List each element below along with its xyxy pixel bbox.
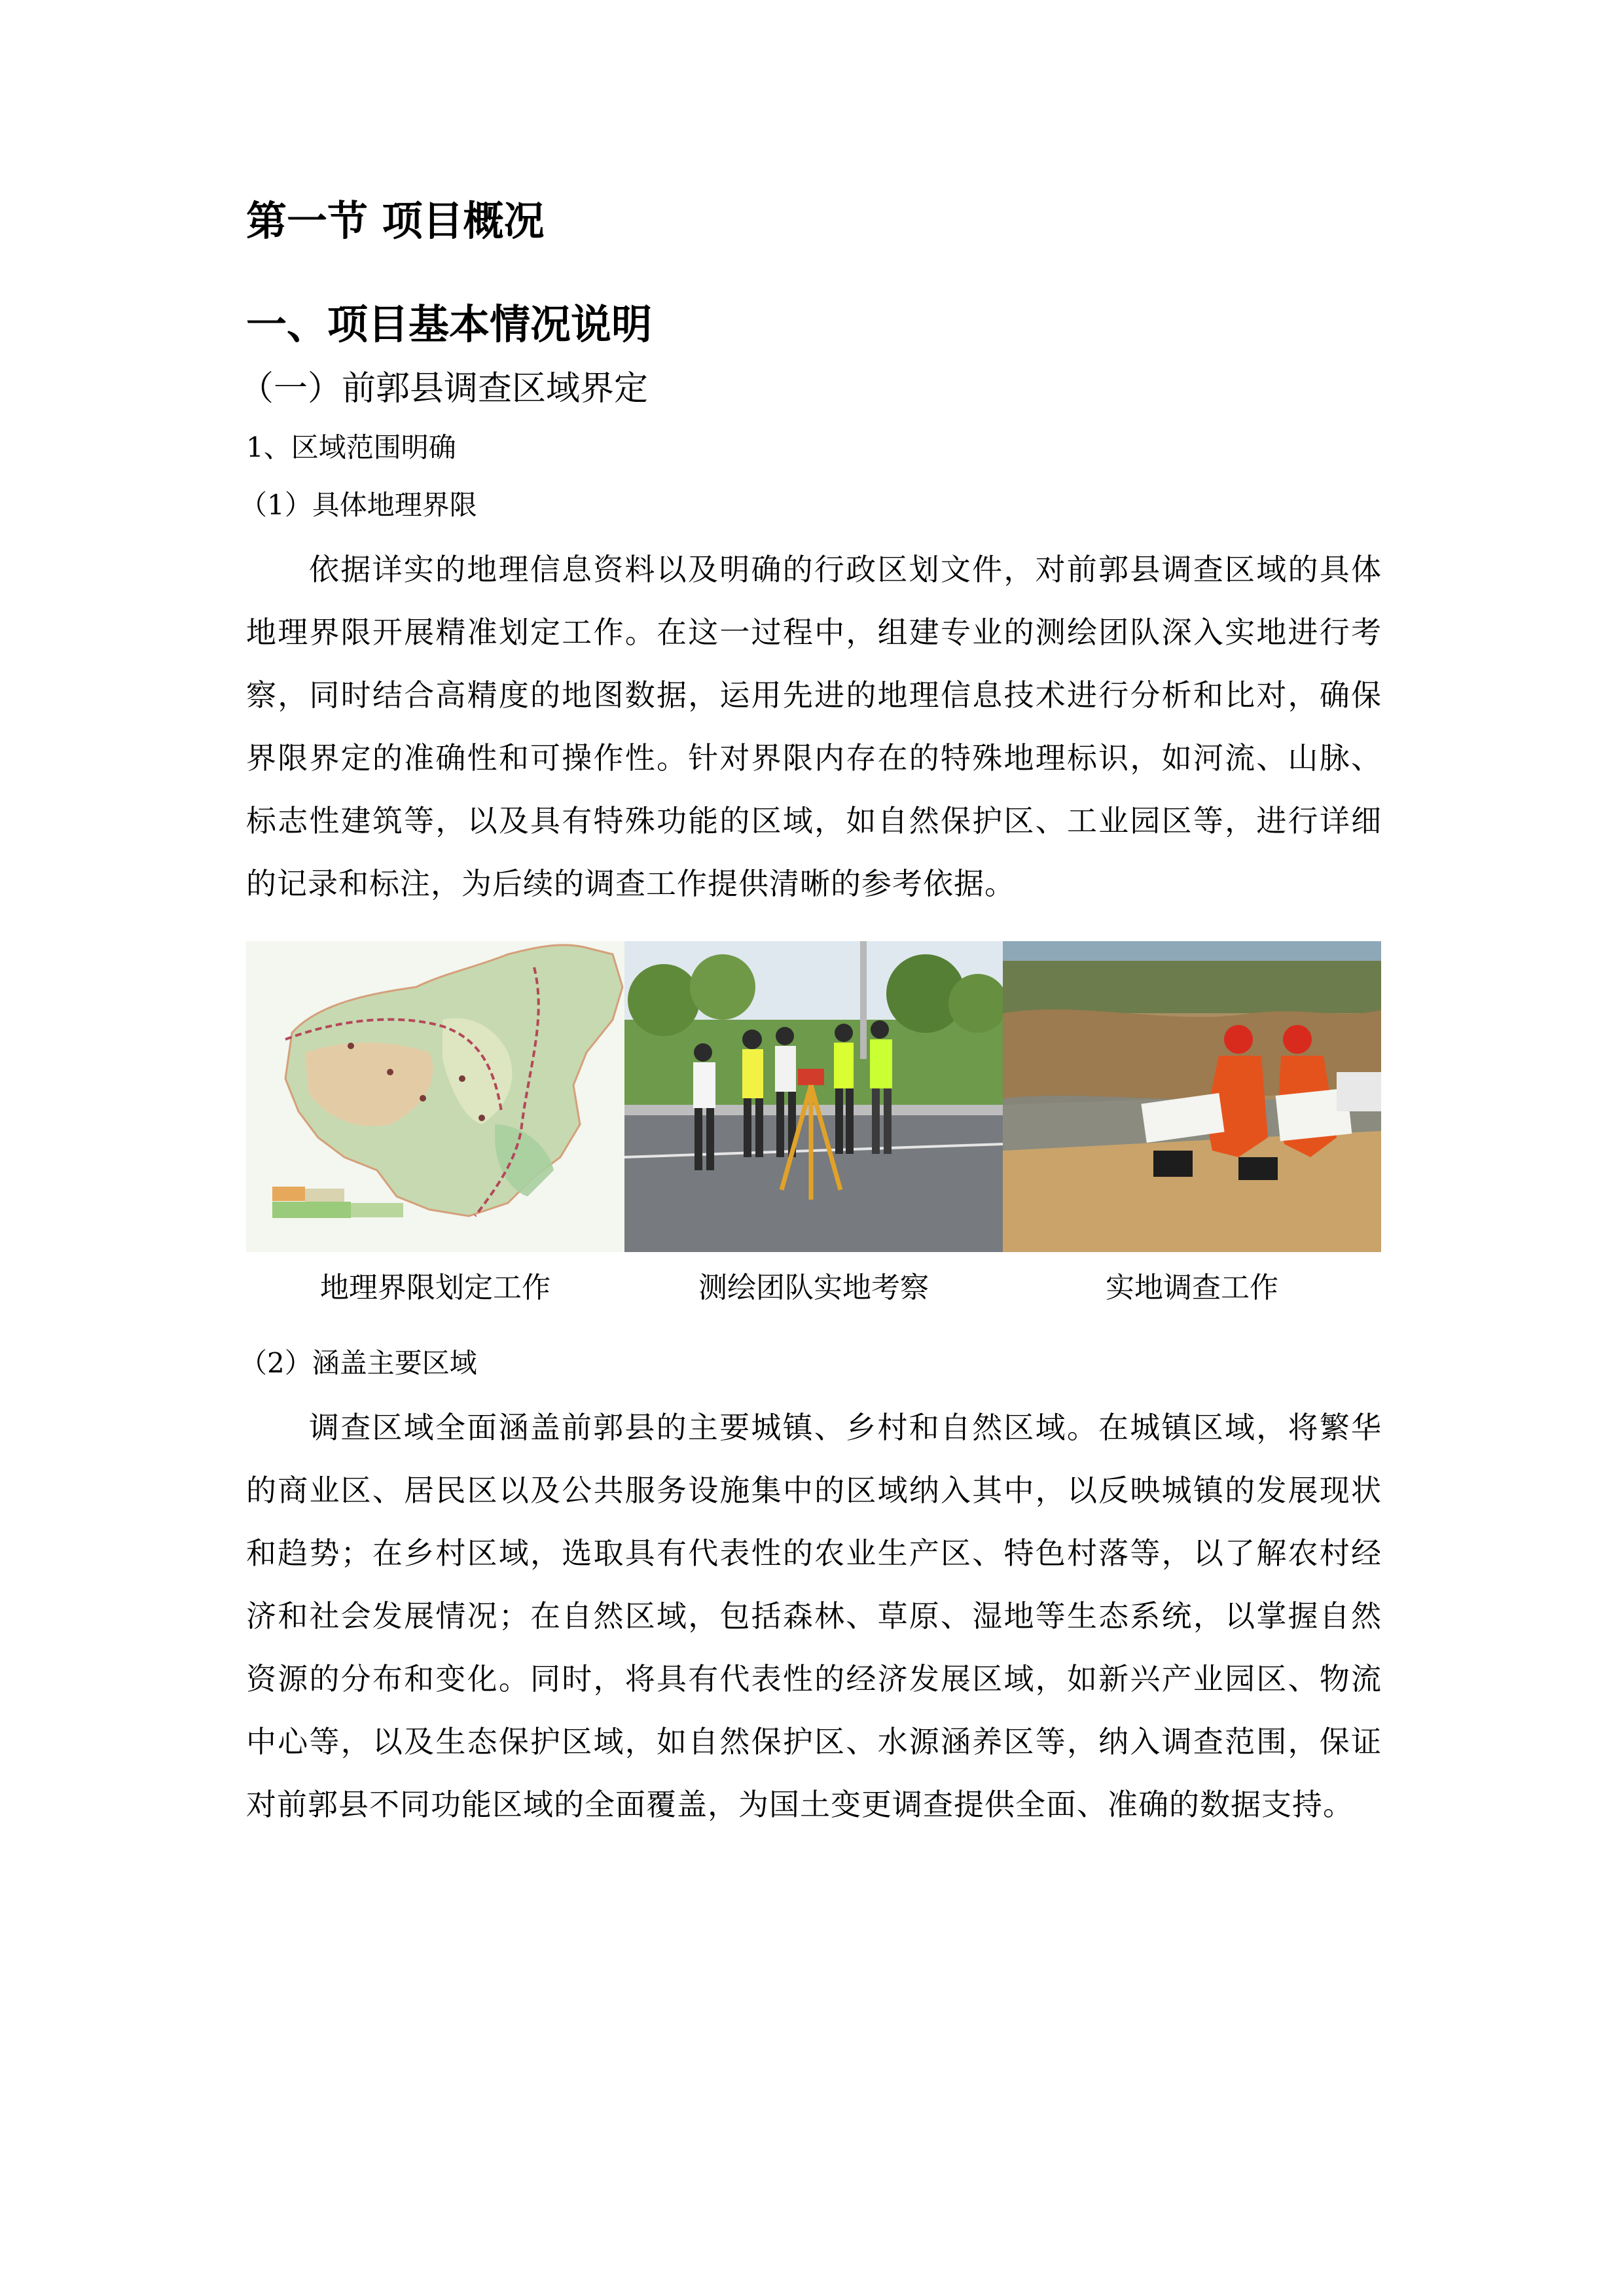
figure-map xyxy=(246,941,624,1318)
figure-caption-field-survey: 实地调查工作 xyxy=(1106,1271,1278,1304)
figure-row xyxy=(246,941,1382,1318)
subitem-title-2: （2）涵盖主要区域 xyxy=(240,1347,477,1379)
field-survey-photo xyxy=(1003,941,1381,1252)
figure-surveying-team xyxy=(624,941,1003,1318)
paragraph-geographic-boundary: 依据详实的地理信息资料以及明确的行政区划文件，对前郭县调查区域的具体地理界限开展精准划定工作。在这一过程中，组建专业的测绘团队深入实地进行考察，同时结合高精度的地图数据，运用先进的地理信息技术进行分析和比对，确保界限界定的准确性和可操作性。针对界限内存在的特殊地理标识，如河流、山脉、标志性建筑等，以及具有特殊功能的区域，如自然保护区、工业园区等，进行详细的记录和标注，为后续的调查工作提供清晰的参考依据。 xyxy=(246,552,1382,901)
figure-field-survey xyxy=(1003,941,1381,1318)
subitem-title-1: （1）具体地理界限 xyxy=(240,489,477,521)
figure-caption-map: 地理界限划定工作 xyxy=(320,1271,550,1304)
part-title: 一、项目基本情况说明 xyxy=(246,300,653,348)
section-title: 第一节 项目概况 xyxy=(246,197,545,245)
figure-caption-surveying-team: 测绘团队实地考察 xyxy=(698,1271,929,1304)
subsection-title: （一）前郭县调查区域界定 xyxy=(240,369,649,408)
item-title: 1、区域范围明确 xyxy=(246,431,456,463)
paragraph-main-areas: 调查区域全面涵盖前郭县的主要城镇、乡村和自然区域。在城镇区域，将繁华的商业区、居民区以及公共服务设施集中的区域纳入其中，以反映城镇的发展现状和趋势；在乡村区域，选取具有代表性的农业生产区、特色村落等，以了解农村经济和社会发展情况；在自然区域，包括森林、草原、湿地等生态系统，以掌握自然资源的分布和变化。同时，将具有代表性的经济发展区域，如新兴产业园区、物流中心等，以及生态保护区域，如自然保护区、水源涵养区等，纳入调查范围，保证对前郭县不同功能区域的全面覆盖，为国土变更调查提供全面、准确的数据支持。 xyxy=(246,1410,1382,1822)
surveying-team-photo xyxy=(624,941,1003,1252)
map-photo xyxy=(246,941,624,1252)
page-content xyxy=(240,195,1382,1836)
